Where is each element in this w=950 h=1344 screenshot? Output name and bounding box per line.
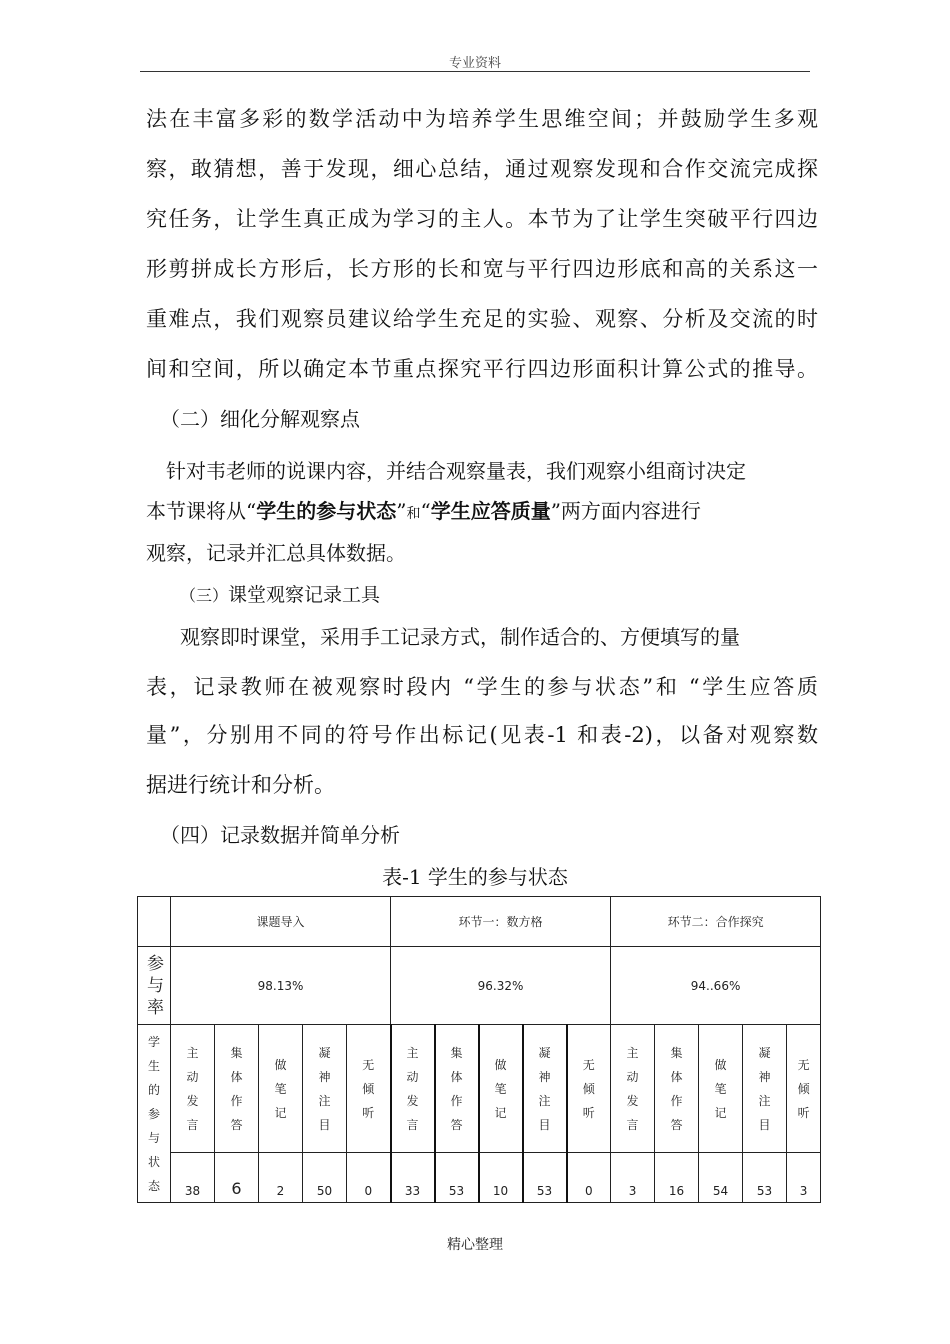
state-row-label: 学生的参与状态: [138, 1025, 171, 1203]
body-line-3: 究任务，让学生真正成为学习的主人。本节为了让学生突破平行四边: [146, 207, 818, 231]
body-line-11: 表，记录教师在被观察时段内 “学生的参与状态”和 “学生应答质: [146, 675, 818, 699]
body-line-9: 观察，记录并汇总具体数据。: [146, 541, 406, 565]
rate-value: 98.13%: [171, 947, 391, 1025]
participation-table: [137, 896, 821, 1203]
body-line-8: 本节课将从“学生的参与状态”和“学生应答质量”两方面内容进行: [146, 499, 701, 523]
header-rule: [140, 71, 810, 72]
body-line-10: 观察即时课堂，采用手工记录方式，制作适合的、方便填写的量: [180, 625, 740, 649]
section-3-heading: （三）课堂观察记录工具: [180, 584, 381, 606]
body-line-7: 针对韦老师的说课内容，并结合观察量表，我们观察小组商讨决定: [166, 459, 746, 483]
value-cell: 53: [435, 1153, 479, 1203]
rate-value: 94..66%: [611, 947, 821, 1025]
category-header: 集体作答: [435, 1025, 479, 1153]
body-line-5: 重难点，我们观察员建议给学生充足的实验、观察、分析及交流的时: [146, 307, 818, 331]
value-cell: 50: [303, 1153, 347, 1203]
bold-term-participation: 学生的参与状态: [256, 499, 397, 523]
category-header: 主动发言: [391, 1025, 435, 1153]
value-cell: 16: [655, 1153, 699, 1203]
body-line-6: 间和空间，所以确定本节重点探究平行四边形面积计算公式的推导。: [146, 357, 818, 381]
section-2-heading: （二）细化分解观察点: [160, 407, 360, 431]
value-cell: 3: [611, 1153, 655, 1203]
category-header: 无倾听: [347, 1025, 391, 1153]
page-header: 专业资料: [448, 56, 501, 71]
value-cell: 38: [171, 1153, 215, 1203]
category-header: 无倾听: [567, 1025, 611, 1153]
category-header: 做笔记: [479, 1025, 523, 1153]
value-cell: 33: [391, 1153, 435, 1203]
value-cell: 10: [479, 1153, 523, 1203]
value-cell: 54: [699, 1153, 743, 1203]
body-line-12: 量”，分别用不同的符号作出标记(见表-1 和表-2)，以备对观察数: [146, 723, 818, 747]
value-cell: 0: [347, 1153, 391, 1203]
category-header: 凝神注目: [523, 1025, 567, 1153]
category-header: 主动发言: [171, 1025, 215, 1153]
section-header: 环节二：合作探究: [611, 897, 821, 947]
value-cell: 0: [567, 1153, 611, 1203]
category-header: 做笔记: [699, 1025, 743, 1153]
value-cell: 53: [523, 1153, 567, 1203]
category-header: 无倾听: [787, 1025, 821, 1153]
category-header: 凝神注目: [743, 1025, 787, 1153]
rate-row-label: 参与率: [138, 947, 171, 1025]
value-cell: 53: [743, 1153, 787, 1203]
category-header: 凝神注目: [303, 1025, 347, 1153]
section-4-heading: （四）记录数据并简单分析: [160, 823, 400, 847]
value-cell: 3: [787, 1153, 821, 1203]
category-header: 集体作答: [655, 1025, 699, 1153]
category-header: 做笔记: [259, 1025, 303, 1153]
corner-cell: [138, 897, 171, 947]
table-caption: 表-1 学生的参与状态: [382, 865, 568, 889]
rate-value: 96.32%: [391, 947, 611, 1025]
category-header: 集体作答: [215, 1025, 259, 1153]
category-header: 主动发言: [611, 1025, 655, 1153]
body-line-1: 法在丰富多彩的数学活动中为培养学生思维空间；并鼓励学生多观: [146, 107, 818, 131]
section-header: 环节一：数方格: [391, 897, 611, 947]
body-line-13: 据进行统计和分析。: [146, 773, 335, 797]
body-line-4: 形剪拼成长方形后，长方形的长和宽与平行四边形底和高的关系这一: [146, 257, 818, 281]
value-cell: 6: [215, 1153, 259, 1203]
body-line-2: 察，敢猜想，善于发现，细心总结，通过观察发现和合作交流完成探: [146, 157, 818, 181]
value-cell: 2: [259, 1153, 303, 1203]
page-footer: 精心整理: [447, 1237, 503, 1253]
section-header: 课题导入: [171, 897, 391, 947]
bold-term-answer-quality: 学生应答质量: [430, 499, 551, 523]
